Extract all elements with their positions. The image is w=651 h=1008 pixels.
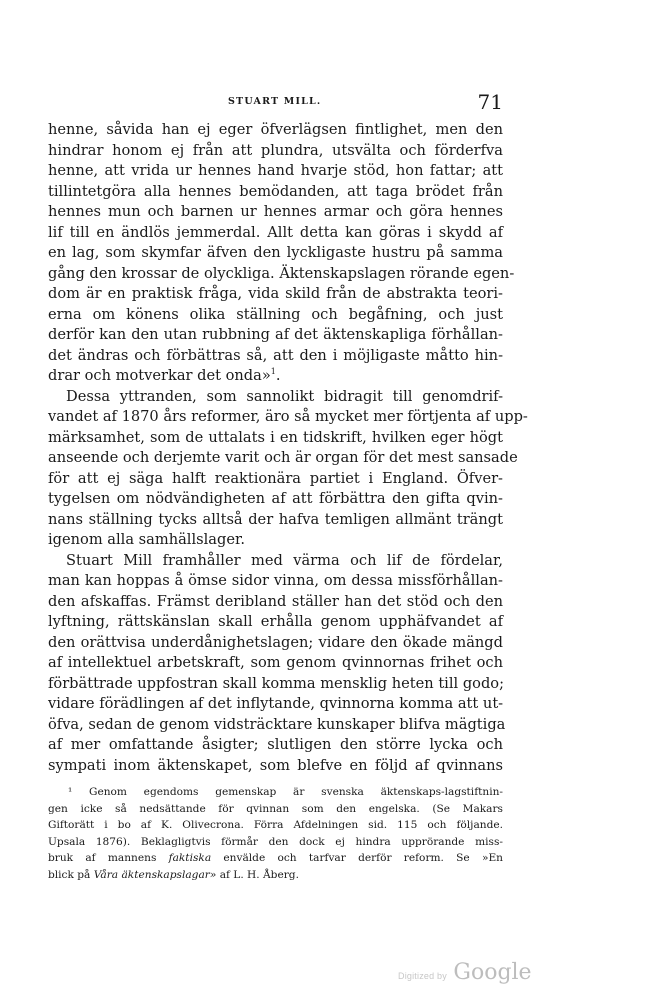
text-line: vidare förädlingen af det inflytande, qvinnorna komma att ut- — [48, 695, 504, 712]
text-line: tillintetgöra alla hennes bemödanden, att taga brödet från — [48, 182, 503, 200]
text-line: sympati inom äktenskapet, som blefve en följd af qvinnans — [48, 756, 503, 774]
text-line: lif till en ändlös jemmerdal. Allt detta kan göras i skydd af — [48, 223, 503, 241]
text-line: en lag, som skymfar äfven den lyckligaste hustru på samma — [48, 244, 503, 261]
text-line: den afskaffas. Främst deribland ställer han det stöd och den — [48, 592, 503, 610]
text-line: af intellektuel arbetskraft, som genom qvinnornas frihet och — [48, 654, 503, 671]
text-line: förbättrade uppfostran skall komma mensklig heten till godo; — [48, 674, 504, 692]
footnote-line: Giftorätt i bo af K. Olivecrona. Förra Afdelningen sid. 115 och följande. — [48, 819, 503, 831]
running-title: STUART MILL. — [228, 96, 322, 107]
body-text — [48, 120, 528, 776]
text-line: det ändras och förbättras så, att den i möjligaste måtto hin- — [48, 346, 503, 364]
footnote-marker: ¹ — [68, 786, 73, 798]
text-line: vandet af 1870 års reformer, äro så mycket mer förtjenta af upp- — [48, 408, 528, 425]
text-line: gång den krossar de olyckliga. Äktenskapslagen rörande egen- — [48, 264, 515, 282]
footnote-line-text: envälde och tarfvar derför reform. Se »En — [223, 852, 503, 864]
footnote-line — [48, 850, 503, 867]
footnote-line: gen icke så nedsättande för qvinnan som den engelska. (Se Makars — [48, 802, 503, 815]
page-number: 71 — [477, 90, 503, 114]
text-line: Dessa yttranden, som sannolikt bidragit till genomdrif- — [66, 387, 503, 405]
watermark-brand: Google — [453, 960, 532, 985]
footnote-line: Upsala 1876). Beklagligtvis förmår den dock ej hindra upprörande miss- — [48, 835, 503, 848]
text-line: anseende och derjemte varit och är organ för det mest sansade — [48, 449, 518, 466]
emphasis: Våra äktenskapslagar» — [93, 868, 217, 881]
text-line: man kan hoppas å ömse sidor vinna, om dessa missförhållan- — [48, 572, 503, 589]
text-line: af mer omfattande åsigter; slutligen den större lycka och — [48, 736, 503, 753]
text-line: Stuart Mill framhåller med värma och lif de fördelar, — [66, 551, 503, 569]
text-line: hindrar honom ej från att plundra, utsvälta och förderfva — [48, 141, 503, 159]
emphasis: faktiska — [168, 852, 212, 864]
text-line: henne, att vrida ur hennes hand hvarje stöd, hon fattar; att — [48, 162, 503, 179]
text-line-content: drar och motverkar det onda» — [48, 367, 271, 384]
text-line: lyftning, rättskänslan skall erhålla genom upphäfvandet af — [48, 613, 503, 630]
text-line: henne, såvida han ej eger öfverlägsen fintlighet, men den — [48, 121, 503, 138]
text-line: dom är en praktisk fråga, vida skild från de abstrakta teori- — [48, 285, 503, 302]
footnote-line-text: bruk af mannens — [48, 852, 157, 864]
footnote-line — [48, 867, 503, 884]
watermark-prefix: Digitized by — [398, 971, 447, 981]
digitization-watermark — [398, 960, 532, 985]
footnote — [48, 784, 503, 883]
footnote-line — [48, 784, 503, 801]
text-line: tygelsen om nödvändigheten af att förbättra den gifta qvin- — [48, 490, 503, 507]
text-line: erna om könens olika ställning och begåfning, och just — [48, 305, 503, 323]
footnote-line-text: af L. H. Åberg. — [219, 868, 299, 881]
text-line: för att ej säga halft reaktionära partiet i England. Öfver- — [48, 469, 503, 487]
text-line: nans ställning tycks alltså der hafva temligen allmänt trängt — [48, 510, 503, 528]
footnote-line-text: blick på — [48, 868, 91, 881]
text-line: märksamhet, som de uttalats i en tidskrift, hvilken eger högt — [48, 428, 503, 446]
page-header — [48, 92, 503, 116]
text-line: öfva, sedan de genom vidsträcktare kunskaper blifva mägtiga — [48, 715, 506, 733]
footnote-reference: 1 — [270, 367, 276, 377]
text-line: igenom alla samhällslager. — [48, 531, 245, 548]
text-line: derför kan den utan rubbning af det äktenskapliga förhållan- — [48, 326, 503, 343]
text-line: hennes mun och barnen ur hennes armar och göra hennes — [48, 203, 503, 220]
text-line: den orättvisa underdånighetslagen; vidare den ökade mängd — [48, 633, 503, 651]
footnote-line-text: Genom egendoms gemenskap är svenska äktenskaps-lagstiftnin- — [88, 786, 503, 798]
text-line: drar och motverkar det onda»$^1$. — [48, 367, 281, 384]
